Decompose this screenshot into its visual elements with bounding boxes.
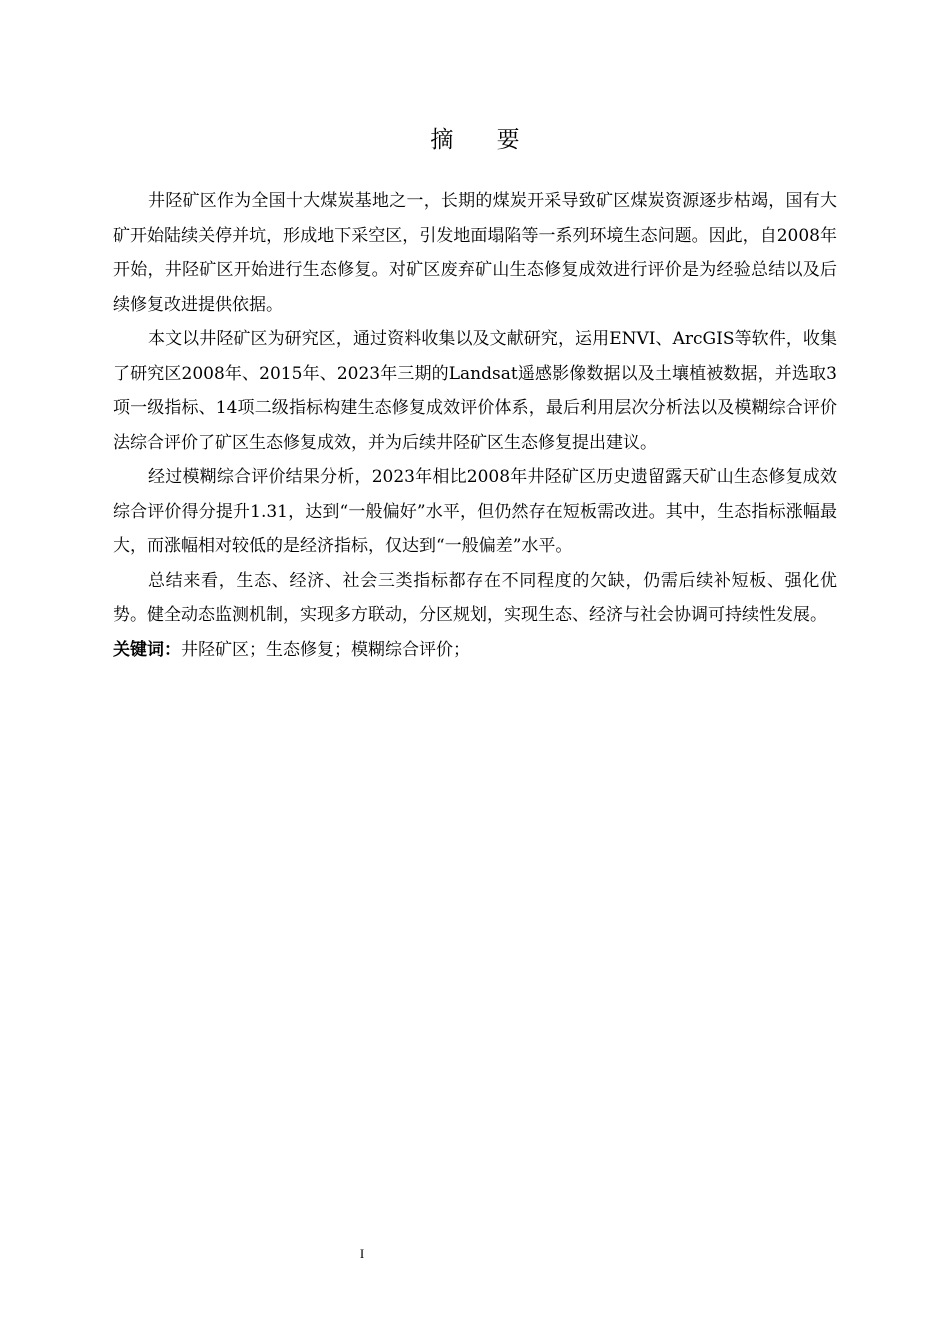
keywords-label: 关键词： [113, 639, 181, 660]
abstract-paragraph-2: 本文以井陉矿区为研究区，通过资料收集以及文献研究，运用ENVI、ArcGIS等软件，收集了研究区2008年、2015年、2023年三期的Landsat遥感影像数据以及土壤植被数据，并选取3项一级指标、14项二级指标构建生态修复成效评价体系，最后利用层次分析法以及模糊综合评价法综合评价了矿区生态修复成效，并为后续井陉矿区生态修复提出建议。 [113, 329, 837, 453]
keywords-line [113, 633, 837, 668]
abstract-body [113, 184, 837, 667]
abstract-paragraph-1: 井陉矿区作为全国十大煤炭基地之一，长期的煤炭开采导致矿区煤炭资源逐步枯竭，国有大矿开始陆续关停并坑，形成地下采空区，引发地面塌陷等一系列环境生态问题。因此，自2008年开始，井陉矿区开始进行生态修复。对矿区废弃矿山生态修复成效进行评价是为经验总结以及后续修复改进提供依据。 [113, 191, 837, 315]
abstract-title: 摘 要 [430, 127, 538, 153]
abstract-paragraph-4: 总结来看，生态、经济、社会三类指标都存在不同程度的欠缺，仍需后续补短板、强化优势。健全动态监测机制，实现多方联动，分区规划，实现生态、经济与社会协调可持续性发展。 [113, 570, 837, 625]
keywords-text: 井陉矿区；生态修复；模糊综合评价； [181, 639, 470, 660]
abstract-paragraph-3: 经过模糊综合评价结果分析，2023年相比2008年井陉矿区历史遗留露天矿山生态修复成效综合评价得分提升1.31，达到“一般偏好”水平，但仍然存在短板需改进。其中，生态指标涨幅最大，而涨幅相对较低的是经济指标，仅达到“一般偏差”水平。 [113, 467, 837, 556]
page-number: I [359, 1246, 365, 1261]
